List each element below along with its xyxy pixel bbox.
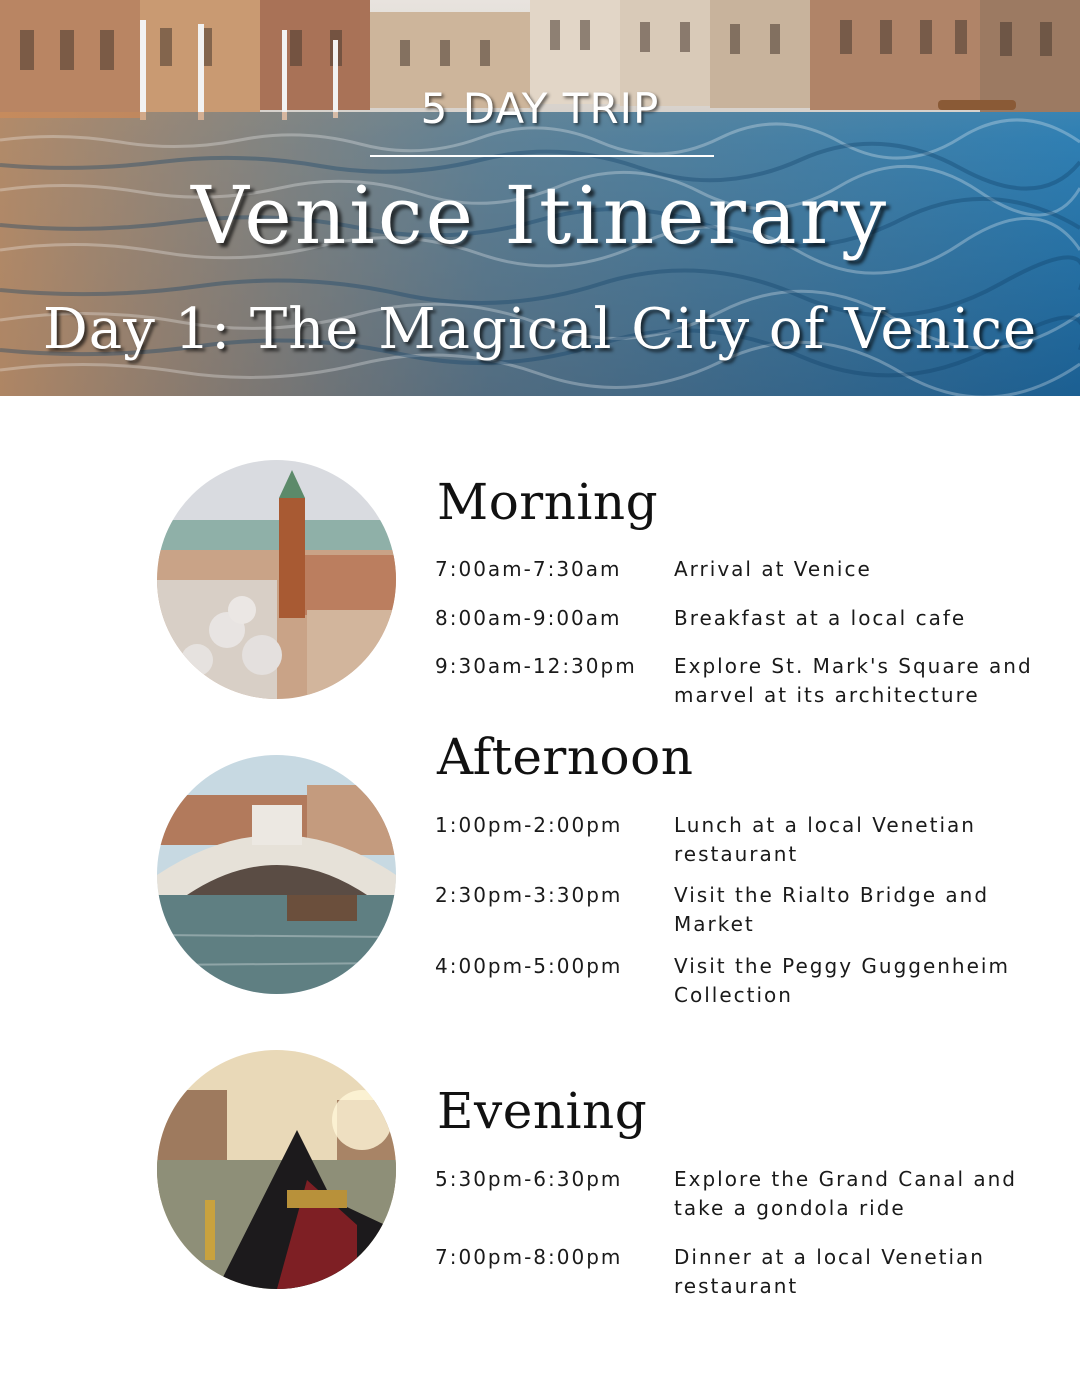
- activity: Lunch at a local Venetian restaurant: [674, 813, 976, 866]
- section-title-evening: Evening: [437, 1082, 648, 1140]
- activity: Visit the Rialto Bridge and Market: [674, 883, 990, 936]
- activity: Explore the Grand Canal and take a gondola ride: [674, 1167, 1017, 1220]
- time-slot: 5:30pm-6:30pm: [435, 1167, 623, 1191]
- time-slot: 4:00pm-5:00pm: [435, 954, 623, 978]
- time-slot: 1:00pm-2:00pm: [435, 813, 623, 837]
- page-title: Venice Itinerary: [190, 169, 890, 262]
- gondola-photo: [157, 1050, 396, 1289]
- time-slot: 7:00pm-8:00pm: [435, 1245, 623, 1269]
- time-slot: 7:00am-7:30am: [435, 557, 622, 581]
- trip-length-kicker: 5 DAY TRIP: [420, 84, 660, 133]
- section-title-morning: Morning: [437, 473, 659, 531]
- time-slot: 9:30am-12:30pm: [435, 654, 637, 678]
- hero-banner: [0, 0, 1080, 396]
- activity: Explore St. Mark's Square and marvel at its architecture: [674, 654, 1033, 707]
- time-slot: 2:30pm-3:30pm: [435, 883, 623, 907]
- activity: Arrival at Venice: [674, 557, 872, 581]
- activity: Dinner at a local Venetian restaurant: [674, 1245, 985, 1298]
- activity: Breakfast at a local cafe: [674, 606, 967, 630]
- st-marks-square-photo: [157, 460, 396, 699]
- day-subtitle: Day 1: The Magical City of Venice: [42, 297, 1038, 362]
- section-title-afternoon: Afternoon: [437, 728, 694, 786]
- title-divider: [370, 155, 714, 157]
- time-slot: 8:00am-9:00am: [435, 606, 622, 630]
- activity: Visit the Peggy Guggenheim Collection: [674, 954, 1010, 1007]
- rialto-bridge-photo: [157, 755, 396, 994]
